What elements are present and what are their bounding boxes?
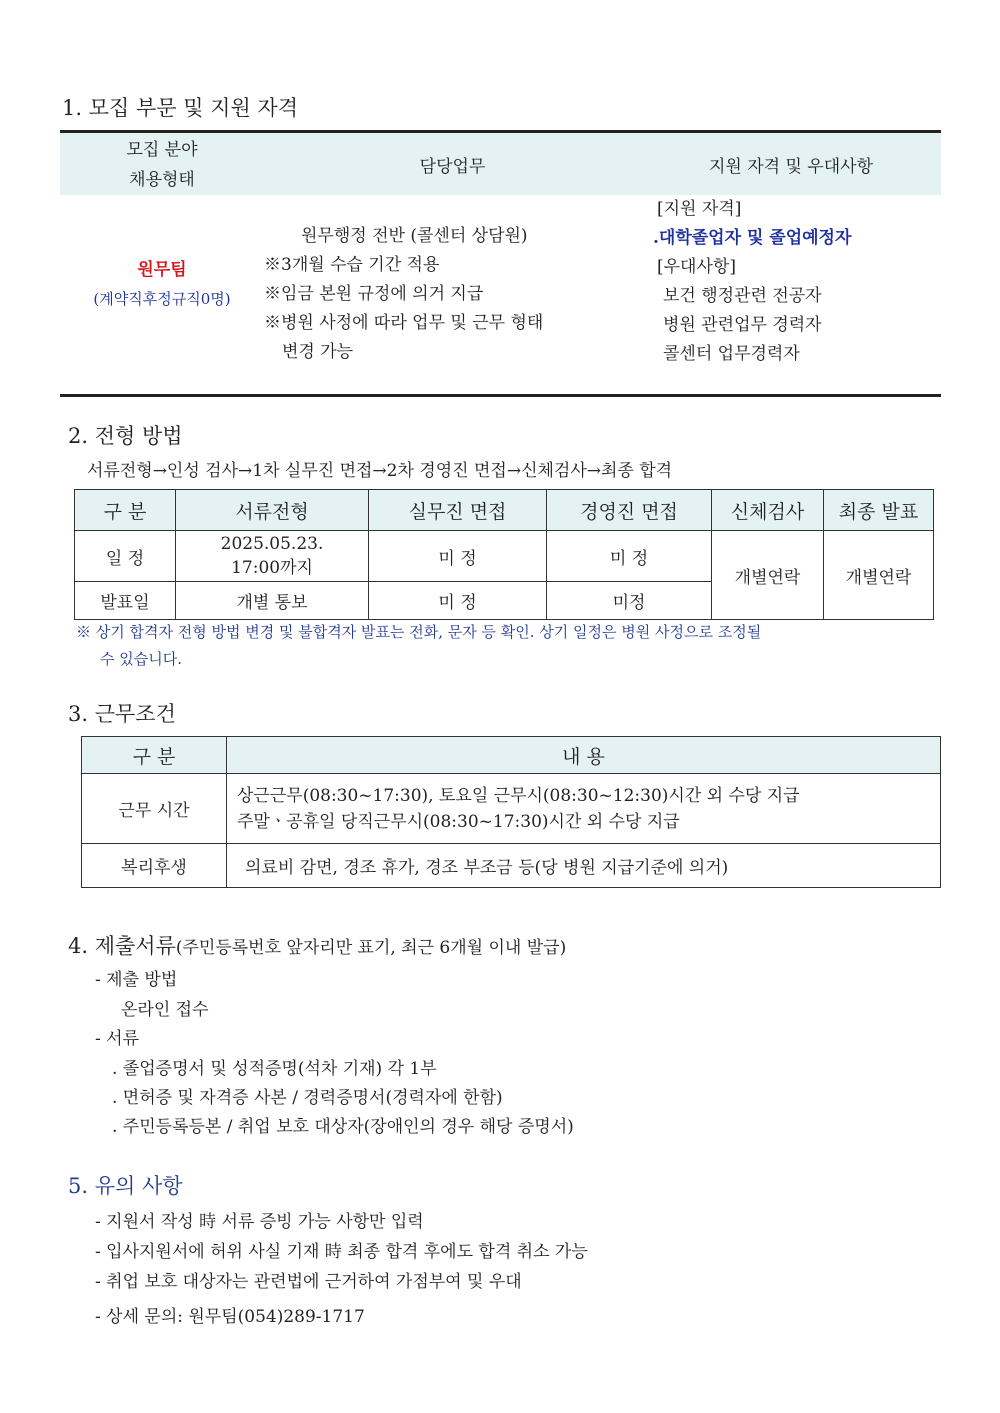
duty-cell [264,195,641,395]
exec-schedule: 미 정 [547,531,712,582]
header-content: 내 용 [227,737,941,774]
practical-schedule: 미 정 [369,531,547,582]
exec-announce: 미정 [547,582,712,620]
header-document: 서류전형 [176,490,369,531]
selection-flow: 서류전형→인성 검사→1차 실무진 면접→2차 경영진 면접→신체검사→최종 합격 [87,461,673,481]
notice-item: - 취업 보호 대상자는 관련법에 근거하여 가점부여 및 우대 [95,1272,522,1292]
duty-line: 변경 가능 [282,342,354,362]
pref-item: 콜센터 업무경력자 [663,344,800,364]
header-category: 구 분 [82,737,227,774]
documents-label: - 서류 [95,1029,139,1049]
document-item: . 졸업증명서 및 성적증명(석차 기재) 각 1부 [112,1059,437,1079]
section4-title-note: (주민등록번호 앞자리만 표기, 최근 6개월 이내 발급) [175,938,567,958]
duty-line: ※임금 본원 규정에 의거 지급 [264,284,484,304]
welfare-content: 의료비 감면, 경조 휴가, 경조 부조금 등(당 병원 지급기준에 의거) [227,844,941,888]
welfare-label: 복리후생 [82,844,227,888]
work-conditions-table [81,736,941,888]
pref-label: [우대사항] [657,257,736,277]
selection-table [74,489,934,620]
col-qual-header: 지원 자격 및 우대사항 [708,156,873,177]
submit-method-label: - 제출 방법 [95,970,178,990]
document-item: . 면허증 및 자격증 사본 / 경력증명서(경력자에 한함) [112,1088,503,1108]
duty-line: 원무행정 전반 (콜센터 상담원) [301,226,528,246]
row-schedule-label: 일 정 [75,531,176,582]
header-executive: 경영진 면접 [547,490,712,531]
header-practical: 실무진 면접 [369,490,547,531]
notice-item: - 상세 문의: 원무팀(054)289-1717 [95,1307,365,1327]
section4-title: 4. 제출서류 [68,934,176,958]
team-name: 원무팀 [137,260,187,280]
duty-line: ※병원 사정에 따라 업무 및 근무 형태 [264,313,544,333]
section4-title-row [68,930,566,960]
notice-item: - 입사지원서에 허위 사실 기재 時 최종 합격 후에도 합격 취소 가능 [95,1242,588,1262]
pref-item: 병원 관련업무 경력자 [663,315,822,335]
pref-item: 보건 행정관련 전공자 [663,286,822,306]
duty-line: ※3개월 수습 기간 적용 [264,255,440,275]
work-hours-label: 근무 시간 [82,774,227,844]
section1-title: 1. 모집 부문 및 지원 자격 [62,96,298,120]
physical-cell: 개별연락 [712,531,824,620]
qual-cell [641,195,941,395]
work-hours-content: 상근근무(08:30~17:30), 토요일 근무시(08:30~12:30)시간 외 수당 지급 주말ㆍ공휴일 당직근무시(08:30~17:30)시간 외 수당 지급 [227,774,941,844]
team-cell [60,195,264,395]
doc-announce: 개별 통보 [176,582,369,620]
qual-text: .대학졸업자 및 졸업예정자 [653,228,852,248]
final-cell: 개별연락 [824,531,934,620]
header-category: 구 분 [75,490,176,531]
contract-type: (계약직후정규직0명) [93,290,231,308]
header-physical: 신체검사 [712,490,824,531]
doc-schedule: 2025.05.23. 17:00까지 [176,531,369,582]
practical-announce: 미 정 [369,582,547,620]
col-duty-header: 담당업무 [419,156,486,177]
document-item: . 주민등록등본 / 취업 보호 대상자(장애인의 경우 해당 증명서) [112,1117,574,1137]
recruit-table [60,130,941,397]
section5-title: 5. 유의 사항 [68,1174,183,1198]
qual-label: [지원 자격] [657,199,742,219]
header-final: 최종 발표 [824,490,934,531]
notice-item: - 지원서 작성 時 서류 증빙 가능 사항만 입력 [95,1212,424,1232]
section3-title: 3. 근무조건 [68,702,176,726]
selection-note: ※ 상기 합격자 전형 방법 변경 및 불합격자 발표는 전화, 문자 등 확인. 상기 일정은 병원 사정으로 조정될 수 있습니다. [76,623,762,668]
submit-method: 온라인 접수 [121,1000,209,1020]
col-field-header: 모집 분야 채용형태 [126,140,198,190]
row-announce-label: 발표일 [75,582,176,620]
section2-title: 2. 전형 방법 [68,424,183,448]
